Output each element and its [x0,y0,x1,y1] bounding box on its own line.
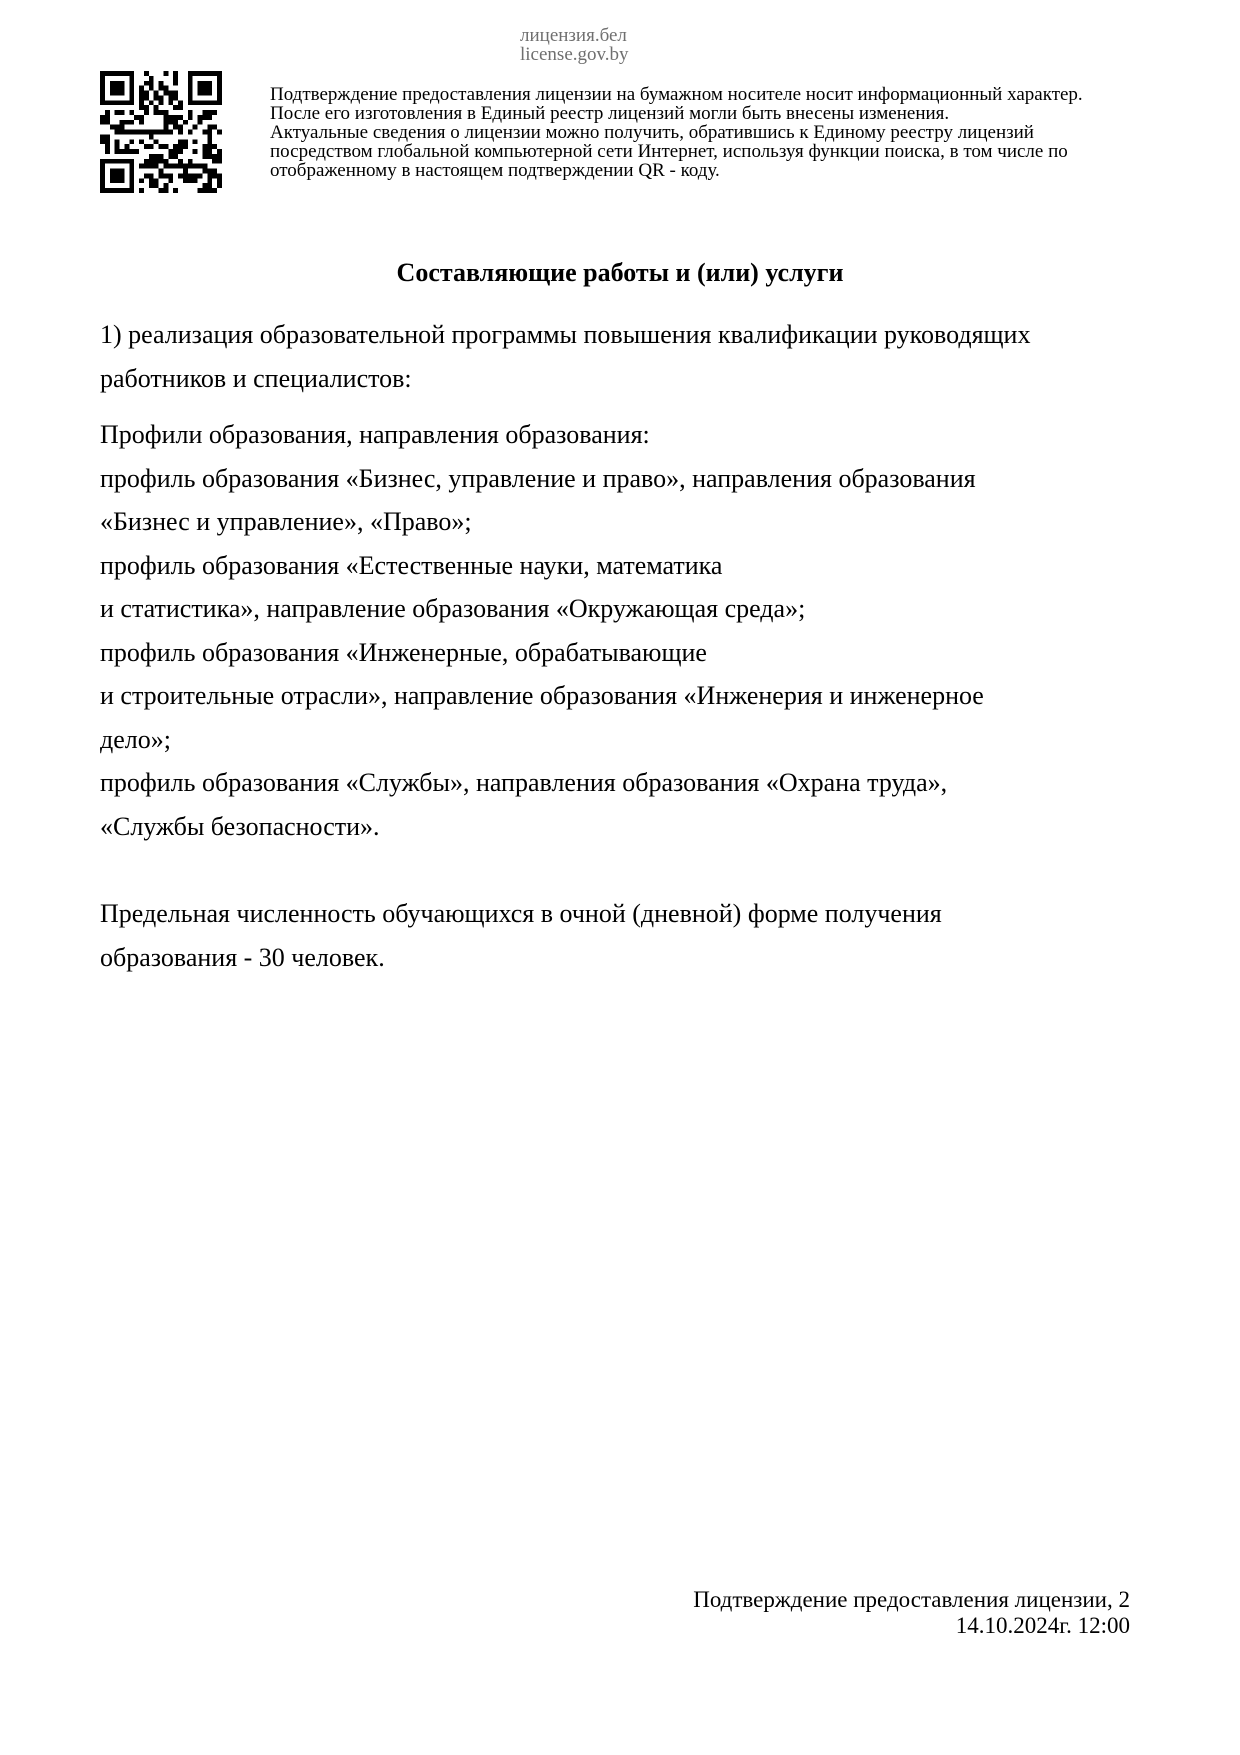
service-item-1 [100,313,1160,400]
text-line: 1) реализация образовательной программы повышения квалификации руководящих [100,320,1031,349]
text-line: профиль образования «Естественные науки, математика [100,550,723,580]
site-links [520,26,629,64]
page-footer [693,1587,1130,1639]
text-line: и статистика», направление образования «Окружающая среда»; [100,594,806,623]
page-title: Составляющие работы и (или) услуги [396,258,844,287]
text-line: профиль образования «Службы», направления образования «Охрана труда», [100,768,948,797]
site-link-by[interactable]: license.gov.by [520,44,629,65]
notice-line: посредством глобальной компьютерной сети Интернет, используя функции поиска, в том числе по [270,141,1068,162]
text-line: «Службы безопасности». [100,811,380,841]
footer-timestamp: 14.10.2024г. 12:00 [955,1613,1130,1638]
education-profiles [100,413,1160,848]
text-line: работников и специалистов: [100,363,412,393]
footer-doc-page: Подтверждение предоставления лицензии, 2 [693,1587,1130,1612]
text-line: Предельная численность обучающихся в очной (дневной) форме получения [100,899,942,928]
text-line: Профили образования, направления образования: [100,420,650,449]
info-notice [270,85,1170,180]
text-line: профиль образования «Бизнес, управление и право», направления образования [100,463,976,493]
qr-code-icon [100,71,222,193]
notice-line: Подтверждение предоставления лицензии на бумажном носителе носит информационный характер. [270,84,1083,105]
text-line: профиль образования «Инженерные, обрабатывающие [100,637,707,667]
notice-line: отображенному в настоящем подтверждении QR - коду. [270,160,720,181]
text-line: образования - 30 человек. [100,942,385,972]
site-link-bel[interactable]: лицензия.бел [520,25,627,46]
text-line: дело»; [100,724,171,754]
student-limit [100,892,1160,979]
notice-line: После его изготовления в Единый реестр лицензий могли быть внесены изменения. [270,103,950,124]
text-line: «Бизнес и управление», «Право»; [100,507,472,536]
notice-line: Актуальные сведения о лицензии можно получить, обратившись к Единому реестру лицензий [270,122,1034,143]
text-line: и строительные отрасли», направление образования «Инженерия и инженерное [100,681,984,710]
